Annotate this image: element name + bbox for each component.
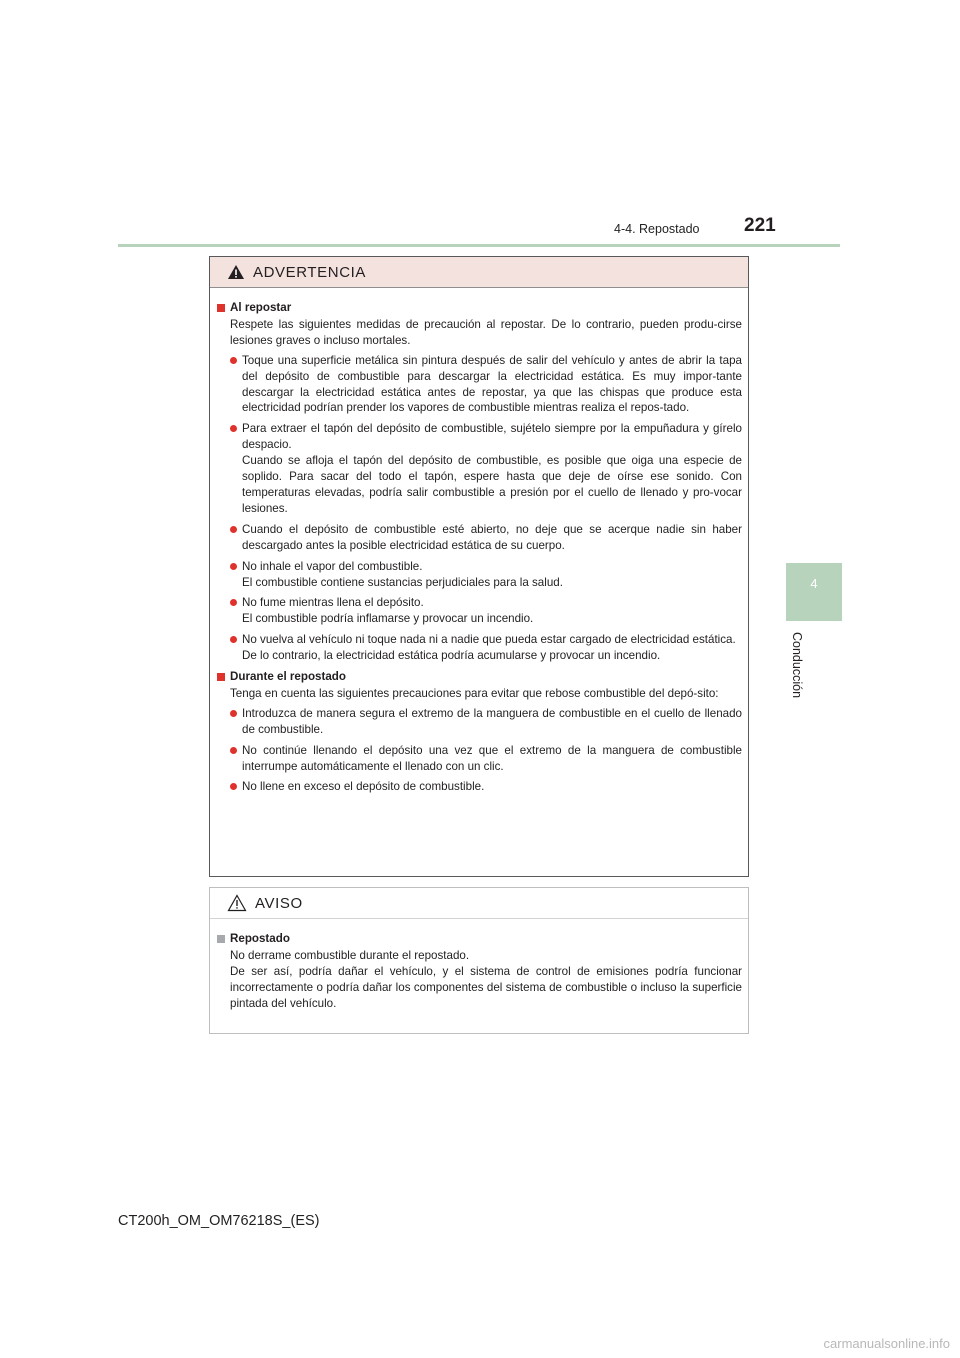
red-dot-bullet-icon [230, 747, 237, 754]
section-label: 4-4. Repostado [614, 222, 700, 236]
warning-section-heading-text: Durante el repostado [230, 670, 346, 684]
warning-bullet-line: No llene en exceso el depósito de combustible. [242, 780, 485, 794]
warning-box [209, 256, 749, 877]
notice-title: AVISO [255, 894, 303, 912]
warning-bullet-line: El combustible podría inflamarse y provocar un incendio. [242, 612, 534, 626]
warning-bullet-text [242, 522, 742, 554]
caution-triangle-outline-icon [227, 894, 247, 912]
warning-bullet-text [242, 595, 742, 627]
warning-bullet-text [242, 353, 742, 417]
warning-bullet-text [242, 421, 742, 516]
warning-bullet-line: Cuando el depósito de combustible esté abierto, no deje que se acerque nadie sin haber descargado antes la posible electricidad estática de su cuerpo. [242, 522, 742, 552]
warning-bullet-item [230, 779, 742, 795]
gray-square-marker-icon [217, 935, 225, 943]
red-dot-bullet-icon [230, 526, 237, 533]
warning-bullet-item [230, 559, 742, 591]
warning-bullet-line: Introduzca de manera segura el extremo de la manguera de combustible en el cuello de llenado de combustible. [242, 706, 742, 736]
chapter-tab-number: 4 [810, 576, 818, 591]
warning-bullet-line: Toque una superficie metálica sin pintura después de salir del vehículo y antes de abrir la tapa del depósito de combustible para descargar la electricidad estática. Es muy impor-tante descargar la electricidad estática antes de repostar, ya que las chispas que produce esta electricidad podrían prender los vapores de combustible mientras realiza el repos-tado. [242, 353, 742, 415]
warning-bullet-line: No vuelva al vehículo ni toque nada ni a nadie que pueda estar cargado de electricidad estática. [242, 633, 736, 647]
warning-bullet-line: No inhale el vapor del combustible. [242, 559, 423, 573]
warning-bullet-item [230, 353, 742, 417]
warning-bullet-text [242, 706, 742, 738]
red-dot-bullet-icon [230, 357, 237, 364]
notice-box-header [210, 888, 748, 919]
warning-bullet-line: De lo contrario, la electricidad estática podría acumularse y provocar un incendio. [242, 649, 661, 663]
red-dot-bullet-icon [230, 783, 237, 790]
warning-section-heading-text: Al repostar [230, 301, 292, 314]
notice-paragraph: No derrame combustible durante el repostado. [230, 948, 470, 962]
warning-bullet-item [230, 522, 742, 554]
warning-bullet-text [242, 559, 742, 591]
warning-bullet-line: Para extraer el tapón del depósito de combustible, sujételo siempre por la empuñadura y gírelo despacio. [242, 422, 742, 452]
warning-bullet-text [242, 779, 742, 795]
warning-title: ADVERTENCIA [253, 263, 367, 281]
warning-bullet-text [242, 743, 742, 775]
notice-box [209, 887, 749, 1034]
notice-body [210, 919, 748, 1012]
warning-body [210, 288, 748, 795]
warning-bullet-line: El combustible contiene sustancias perjudiciales para la salud. [242, 575, 563, 589]
page-number: 221 [744, 215, 776, 236]
warning-bullet-item [230, 421, 742, 516]
warning-bullet-item [230, 743, 742, 775]
warning-box-header [210, 257, 748, 288]
red-dot-bullet-icon [230, 563, 237, 570]
warning-section-intro: Respete las siguientes medidas de precaución al repostar. De lo contrario, pueden produ-cirse lesiones graves o incluso mortales. [230, 317, 742, 347]
red-square-marker-icon [217, 673, 225, 681]
warning-bullet-line: No fume mientras llena el depósito. [242, 596, 424, 610]
document-code: CT200h_OM_OM76218S_(ES) [118, 1213, 320, 1229]
warning-bullet-text [242, 632, 742, 664]
warning-section-heading [217, 669, 742, 685]
red-square-marker-icon [217, 304, 225, 312]
warning-bullet-item [230, 706, 742, 738]
warning-section-intro: Tenga en cuenta las siguientes precauciones para evitar que rebose combustible del depó-sito: [230, 686, 719, 700]
warning-bullet-line: Cuando se afloja el tapón del depósito de combustible, es posible que oiga una especie de soplido. Para sacar del todo el tapón, espere hasta que deje de oírse ese sonido. Con temperaturas elevadas, podría salir combustible a presión por el cuello de llenado y pro-vocar lesiones. [242, 454, 742, 515]
watermark: carmanualsonline.info [823, 1336, 950, 1351]
warning-bullet-line: No continúe llenando el depósito una vez que el extremo de la manguera de combustible interrumpe automáticamente el llenado con un clic. [242, 743, 742, 773]
notice-section-heading [217, 931, 742, 947]
warning-section-heading [217, 300, 742, 316]
header-rule [118, 244, 840, 247]
red-dot-bullet-icon [230, 425, 237, 432]
notice-paragraph: De ser así, podría dañar el vehículo, y el sistema de control de emisiones podría funcionar incorrectamente o podría dañar los componentes del sistema de combustible o incluso la superficie pintada del vehículo. [230, 964, 742, 1010]
warning-triangle-icon [227, 264, 245, 280]
red-dot-bullet-icon [230, 599, 237, 606]
red-dot-bullet-icon [230, 710, 237, 717]
warning-bullet-item [230, 632, 742, 664]
notice-section-heading-text: Repostado [230, 932, 290, 945]
warning-bullet-item [230, 595, 742, 627]
chapter-tab [786, 563, 842, 621]
red-dot-bullet-icon [230, 636, 237, 643]
chapter-tab-label: Conducción [790, 632, 804, 699]
